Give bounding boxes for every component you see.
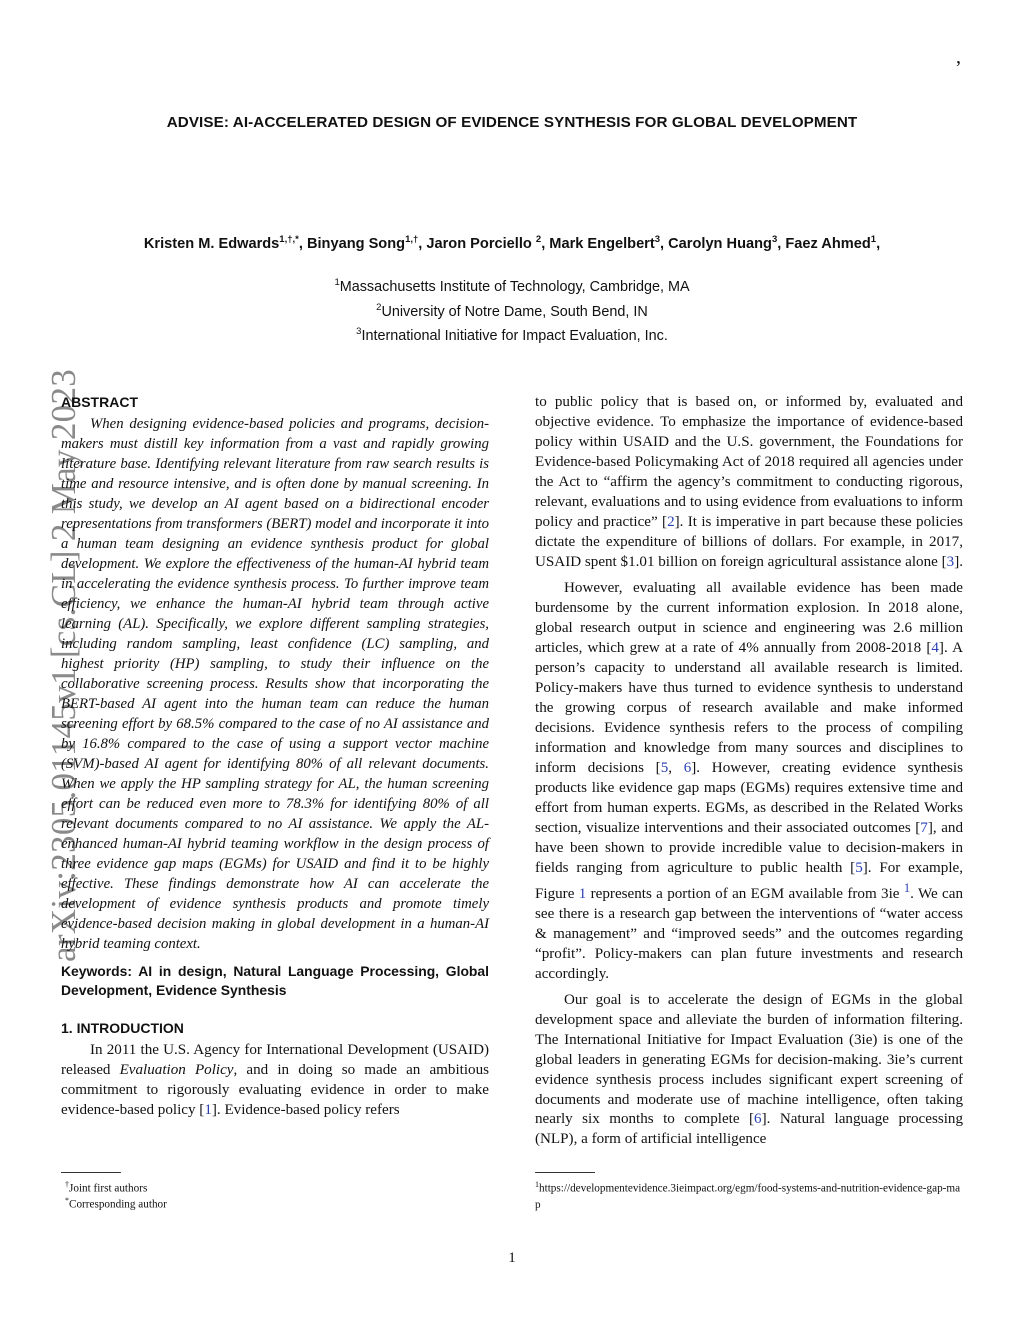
left-column [61, 393, 489, 1120]
citation-link[interactable]: 4 [931, 639, 939, 656]
citation-link[interactable]: 6 [683, 759, 692, 776]
author-separator: , [660, 235, 669, 252]
author-separator: , [298, 235, 307, 252]
author-name: Carolyn Huang [668, 235, 772, 252]
affiliation-line: $^2$University of Notre Dame, South Bend, IN [376, 301, 648, 320]
author-list [60, 234, 964, 252]
author-affiliation-marker: 3 [771, 234, 778, 245]
keywords: Keywords: AI in design, Natural Language Processing, Global Development, Evidence Synthesis [61, 962, 489, 999]
abstract-body: When designing evidence-based policies and programs, decision-makers must distill key information from a vast and rapidly growing literature base. Identifying relevant literature from raw search results is time and resource intensive, and is often done by manual screening. In this study, we develop an AI agent based on a bidirectional encoder representations from transformers (BERT) model and incorporate it into a human team designing an evidence synthesis product for global development. We explore the effectiveness of the human-AI hybrid team in accelerating the evidence synthesis process. To further improve team efficiency, we enhance the human-AI hybrid team through active learning (AL). Specifically, we explore different sampling strategies, including random sampling, least confidence (LC) sampling, and highest priority (HP) sampling, to study their influence on the collaborative screening process. Results show that incorporating the BERT-based AI agent into the human team can reduce the human screening effort by 68.5% compared to the case of no AI assistance and by 16.8% compared to the case of using a support vector machine (SVM)-based AI agent for identifying 80% of all relevant documents. When we apply the HP sampling strategy for AL, the human screening effort can be reduced even more to 78.3% for identifying 80% of all relevant documents compared to no AI assistance. We apply the AL-enhanced human-AI hybrid teaming workflow in the design process of three evidence gap maps (EGMs) for USAID and find it to be highly effective. These findings demonstrate how AI can accelerate the development of evidence synthesis products and promote timely evidence-based decision making in global development in a human-AI hybrid teaming context. [61, 415, 489, 952]
author-affiliation-marker: 2 [535, 234, 542, 245]
body-paragraph: Our goal is to accelerate the design of EGMs in the global development space and alleviate the burden of information filtering. The International Initiative for Impact Evaluation (3ie) is one of the global leaders in generating EGMs for decision-making. 3ie’s current evidence synthesis process includes significant expert screening of documents and moderate use of machine intelligence, often taking nearly six months to complete [6]. Natural language processing (NLP), a form of artificial intelligence [535, 991, 963, 1148]
author-name: Kristen M. Edwards [143, 235, 280, 252]
author-separator: , [418, 235, 427, 252]
citation-link[interactable]: 5 [855, 859, 863, 876]
author-name: Binyang Song [306, 235, 406, 252]
author-affiliation-marker: 1,† [405, 234, 419, 245]
right-column [535, 393, 963, 1150]
footnote-rule [61, 1172, 121, 1173]
footnote-reference-link[interactable]: 1 [903, 880, 911, 895]
author-affiliation-marker: 1 [870, 234, 877, 245]
author-affiliation-marker: 1,†,* [279, 234, 299, 245]
body-paragraph: to public policy that is based on, or informed by, evaluated and objective evidence. To emphasize the importance of evidence-based policy within USAID and the U.S. government, the Foundations for Evidence-based Policymaking Act of 2018 required all agencies under the Act to “affirm the agency’s commitment to conducting rigorous, relevant, evaluations and to using evidence from evaluations to inform policy and practice” [2]. It is imperative in part because these policies dictate the expenditure of billions of dollars. For example, in 2017, USAID spent $1.01 billion on foreign agricultural assistance alone [3]. [535, 394, 963, 570]
footnote-url: $^1$https://developmentevidence.3ieimpact.org/egm/food-systems-and-nutrition-evidence-gap-map [535, 1180, 961, 1211]
figure-reference-link[interactable]: 1 [578, 885, 587, 902]
citation-link[interactable]: 7 [920, 819, 928, 836]
footnote-corresponding-author: *Corresponding author [65, 1196, 167, 1211]
intro-paragraph: In 2011 the U.S. Agency for International Development (USAID) released Evaluation Policy, and in doing so made an ambitious commitment to rigorously evaluating evidence in order to make evidence-based policy [1]. Evidence-based policy refers [61, 1041, 489, 1118]
affiliation-line: $^1$Massachusetts Institute of Technology, Cambridge, MA [334, 277, 690, 295]
footnote-url-link[interactable]: https://developmentevidence.3ieimpact.org/egm/food-systems-and-nutrition-evidence-gap-map [535, 1182, 961, 1211]
citation-link[interactable]: 1 [204, 1101, 212, 1118]
arxiv-identifier-stamp[interactable]: arXiv:2305.01145v1 [cs.CL] 2 May 2023 [44, 368, 83, 962]
corner-mark: , [956, 46, 961, 68]
author-name: Faez Ahmed [785, 235, 871, 252]
citation-link[interactable]: 2 [667, 513, 675, 530]
citation-link[interactable]: 6 [754, 1111, 762, 1128]
page-number: 1 [508, 1250, 516, 1266]
author-separator: , [777, 235, 786, 252]
author-separator: , [876, 235, 881, 252]
affiliation-line: $^3$International Initiative for Impact Evaluation, Inc. [356, 326, 668, 344]
paper-title: ADVISE: AI-ACCELERATED DESIGN OF EVIDENCE SYNTHESIS FOR GLOBAL DEVELOPMENT [166, 114, 858, 131]
citation-link[interactable]: 3 [946, 553, 955, 570]
affiliation-list [60, 273, 964, 347]
abstract-heading: ABSTRACT [61, 394, 138, 410]
author-name: Mark Engelbert [549, 235, 655, 252]
body-paragraph: However, evaluating all available evidence has been made burdensome by the current information explosion. In 2018 alone, global research output in science and engineering was 2.6 million articles, which grew at a rate of 4% annually from 2008-2018 [4]. A person’s capacity to understand all available research is limited. Policy-makers have thus turned to evidence synthesis to understand the growing corpus of research available and make informed decisions. Evidence synthesis refers to the process of compiling information and knowledge from many sources and disciplines to inform decisions [5, 6]. However, creating evidence synthesis products like evidence gap maps (EGMs) requires extensive time and effort from human experts. EGMs, as described in the Related Works section, visualize interventions and their associated outcomes [7], and have been shown to provide incredible value to decision-makers in fields ranging from agriculture to public health [5]. For example, Figure 1 represents a portion of an EGM available from 3ie $^1$. We can see there is a research gap between the interventions of “water access & management” and “improved seeds” and the outcomes regarding “profit”. Policy-makers can plan future investments and research accordingly. [535, 579, 964, 982]
citation-link[interactable]: 5 [660, 759, 669, 776]
author-affiliation-marker: 3 [654, 234, 661, 245]
author-separator: , [541, 235, 550, 252]
footnote-joint-authors: †Joint first authors [65, 1180, 148, 1195]
footnote-rule [535, 1172, 595, 1173]
author-name: Jaron Porciello [426, 235, 536, 252]
section-heading-introduction: 1. INTRODUCTION [61, 1019, 184, 1036]
